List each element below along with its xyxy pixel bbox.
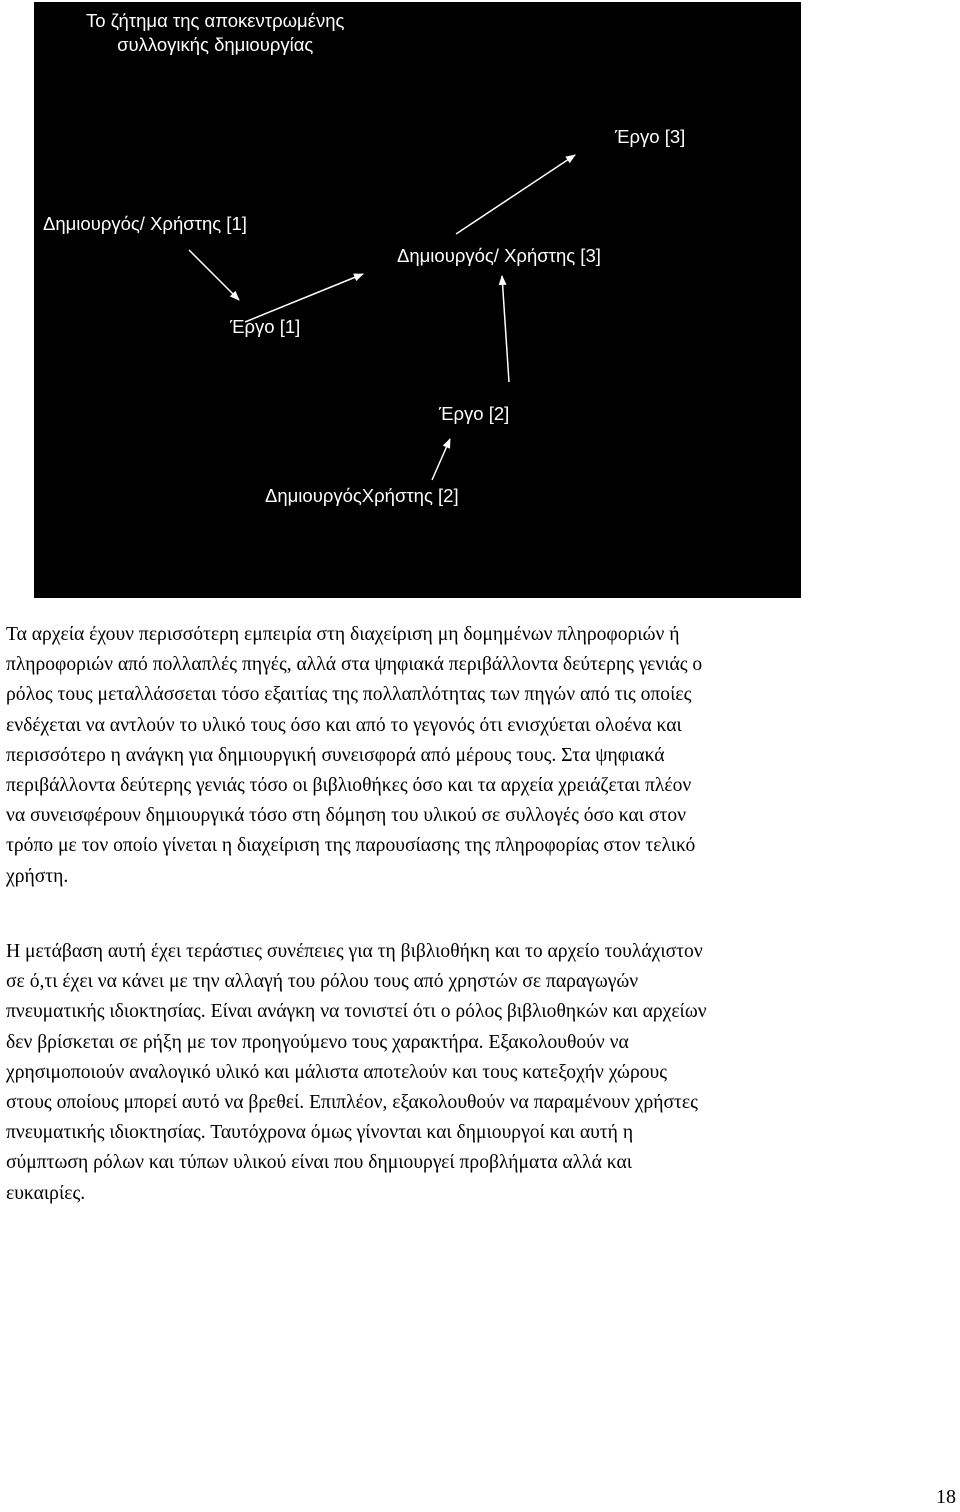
diagram-title-line-2: συλλογικής δημιουργίας — [117, 34, 314, 55]
label-erg1: Έργο [1] — [230, 316, 301, 337]
paragraph-2-line: πνευματικής ιδιοκτησίας. Ταυτόχρονα όμως γίνονται και δημιουργοί και αυτή η — [6, 1122, 634, 1144]
diagram-title — [86, 9, 344, 57]
arrow-user2-to-erg2 — [432, 439, 450, 480]
paragraph-2-line: πνευματικής ιδιοκτησίας. Είναι ανάγκη να τονιστεί ότι ο ρόλος βιβλιοθηκών και αρχείων — [6, 1001, 707, 1023]
diagram-arrows — [34, 2, 801, 598]
arrow-to-erg3 — [456, 155, 575, 234]
label-user1: Δημιουργός/ Χρήστης [1] — [43, 213, 247, 234]
paragraph-2-line: δεν βρίσκεται σε ρήξη με τον προηγούμενο τους χαρακτήρα. Εξακολουθούν να — [6, 1031, 629, 1053]
paragraph-2 — [6, 937, 950, 1209]
paragraph-1-line: περιβάλλοντα δεύτερης γενιάς τόσο οι βιβλιοθήκες όσο και τα αρχεία χρειάζεται πλέον — [6, 775, 692, 797]
paragraph-1-line: χρήστη. — [6, 865, 69, 887]
paragraph-1-line: να συνεισφέρουν δημιουργικά τόσο στη δόμηση του υλικού σε συλλογές όσο και στον — [6, 805, 687, 827]
page-number: 18 — [936, 1486, 956, 1508]
diagram-title-line-1: Το ζήτημα της αποκεντρωμένης — [86, 10, 345, 31]
arrow-user1-to-erg1 — [189, 250, 239, 300]
paragraph-1-line: περισσότερο η ανάγκη για δημιουργική συνεισφορά από μέρους τους. Στα ψηφιακά — [6, 744, 665, 766]
paragraph-1-line: ενδέχεται να αντλούν το υλικό τους όσο και από το γεγονός ότι ενισχύεται ολοένα και — [6, 714, 682, 736]
paragraph-2-line: σύμπτωση ρόλων και τύπων υλικού είναι που δημιουργεί προβλήματα αλλά και — [6, 1152, 633, 1174]
arrow-erg2-to-user3 — [502, 276, 509, 382]
label-user3: Δημιουργός/ Χρήστης [3] — [397, 245, 601, 266]
paragraph-2-line: Η μετάβαση αυτή έχει τεράστιες συνέπειες για τη βιβλιοθήκη και το αρχείο τουλάχιστον — [6, 941, 703, 962]
paragraph-1-line: Τα αρχεία έχουν περισσότερη εμπειρία στη διαχείριση μη δομημένων πληροφοριών ή — [6, 624, 680, 645]
paragraph-1-line: ρόλος τους μεταλλάσσεται τόσο εξαιτίας της πολλαπλότητας των πηγών από τις οποίες — [6, 684, 692, 706]
label-erg2: Έργο [2] — [439, 403, 510, 424]
paragraph-1-line: πληροφοριών από πολλαπλές πηγές, αλλά στα ψηφιακά περιβάλλοντα δεύτερης γενιάς ο — [6, 654, 703, 676]
diagram-slide — [34, 2, 801, 598]
paragraph-2-line: ευκαιρίες. — [6, 1182, 86, 1204]
paragraph-2-line: χρησιμοποιούν αναλογικό υλικό και μάλιστα αποτελούν και τους κατεξοχήν χώρους — [6, 1061, 667, 1083]
paragraph-2-line: στους οποίους μπορεί αυτό να βρεθεί. Επιπλέον, εξακολουθούν να παραμένουν χρήστες — [6, 1092, 698, 1114]
paragraph-2-line: σε ό,τι έχει να κάνει με την αλλαγή του ρόλου τους από χρηστών σε παραγωγών — [6, 971, 639, 993]
paragraph-1 — [6, 620, 950, 892]
label-erg3: Έργο [3] — [615, 126, 686, 147]
label-user2: ΔημιουργόςΧρήστης [2] — [265, 485, 459, 506]
paragraph-1-line: τρόπο με τον οποίο γίνεται η διαχείριση της παρουσίασης της πληροφορίας στον τελικό — [6, 835, 696, 857]
